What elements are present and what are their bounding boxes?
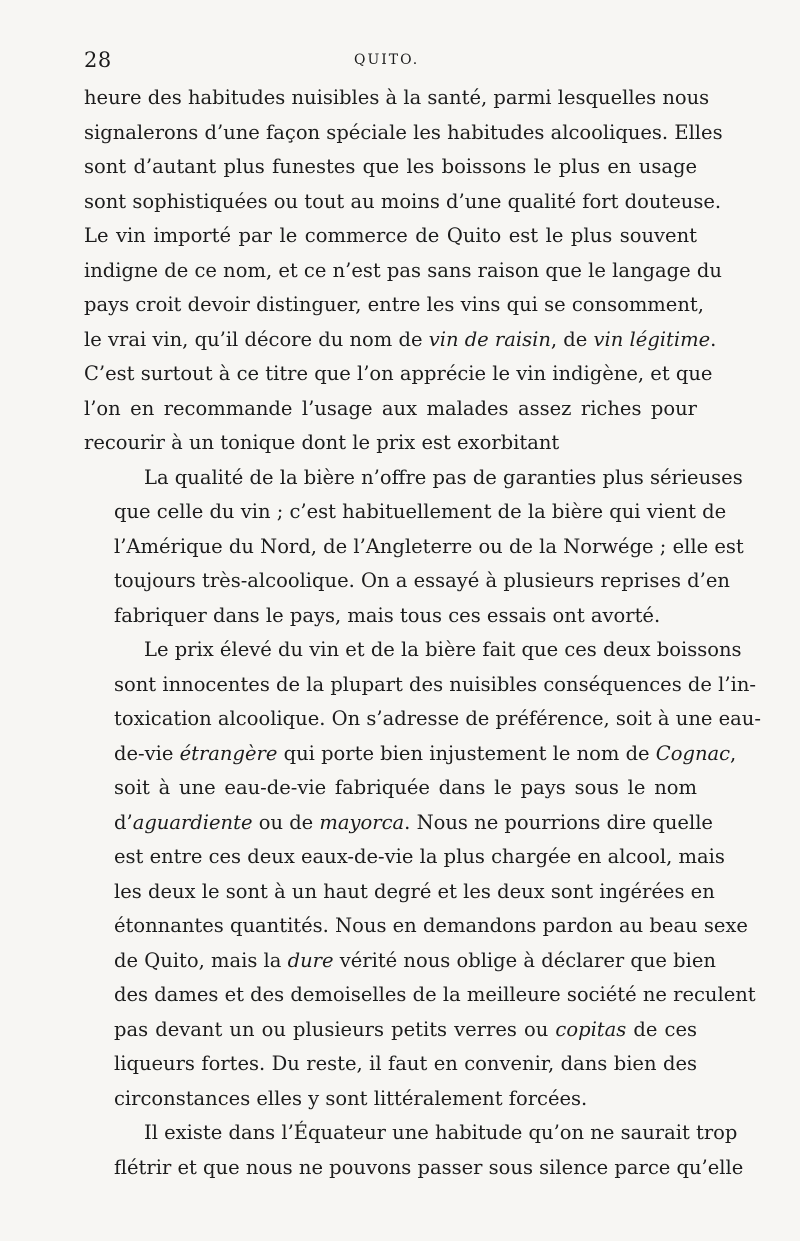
text-segment: Le vin importé par le commerce de Quito est le plus souvent xyxy=(84,224,697,247)
italic-text: Cognac xyxy=(655,741,731,765)
text-segment: sont d’autant plus funestes que les boissons le plus en usage xyxy=(84,155,697,178)
body-text xyxy=(84,81,761,1185)
text-line xyxy=(84,944,716,979)
text-line xyxy=(84,771,697,806)
text-segment: toujours très-alcoolique. On a essayé à plusieurs reprises d’en xyxy=(114,569,730,592)
paragraph xyxy=(84,1116,744,1185)
text-segment: fabriquer dans le pays, mais tous ces essais ont avorté. xyxy=(114,603,661,627)
text-segment: étonnantes quantités. Nous en demandons pardon au beau sexe xyxy=(114,914,748,937)
text-line xyxy=(84,1013,697,1048)
text-segment: pays croit devoir distinguer, entre les vins qui se consomment, xyxy=(84,293,704,316)
text-segment: l’on en recommande l’usage aux malades assez riches pour xyxy=(84,396,697,420)
text-line xyxy=(84,875,715,910)
text-segment: les deux le sont à un haut degré et les deux sont ingérées en xyxy=(114,879,715,903)
text-segment: soit à une eau-de-vie fabriquée dans le pays sous le nom xyxy=(114,776,697,799)
italic-text: aguardiente xyxy=(132,810,253,834)
text-line xyxy=(84,461,743,496)
text-line xyxy=(84,116,723,151)
text-segment: circonstances elles y sont littéralement forcées. xyxy=(114,1086,588,1110)
text-segment: de-vie xyxy=(114,741,180,765)
text-line xyxy=(84,219,697,254)
text-line xyxy=(84,806,713,841)
text-segment: des dames et des demoiselles de la meilleure société ne reculent xyxy=(114,983,756,1006)
text-line xyxy=(84,702,761,737)
text-segment: Il existe dans l’Équateur une habitude qu’on ne saurait trop xyxy=(144,1121,738,1144)
text-segment: , de xyxy=(550,327,594,351)
text-segment: sont innocentes de la plupart des nuisibles conséquences de l’in- xyxy=(114,672,756,696)
text-segment: ou de xyxy=(252,810,320,834)
page-number: 28 xyxy=(84,48,112,72)
text-line xyxy=(84,1151,744,1186)
text-segment: liqueurs fortes. Du reste, il faut en convenir, dans bien des xyxy=(114,1052,697,1075)
text-line xyxy=(84,1082,697,1117)
text-segment: heure des habitudes nuisibles à la santé, parmi lesquelles nous xyxy=(84,86,710,109)
text-segment: qui porte bien injustement le nom de xyxy=(277,741,656,765)
text-line xyxy=(84,737,737,772)
text-line xyxy=(84,909,748,944)
text-segment: toxication alcoolique. On s’adresse de préférence, soit à une eau- xyxy=(114,707,761,730)
text-segment: de Quito, mais la xyxy=(114,948,288,972)
paragraph xyxy=(84,633,761,1116)
text-segment: indigne de ce nom, et ce n’est pas sans raison que le langage du xyxy=(84,258,722,282)
text-line xyxy=(84,323,717,358)
text-line xyxy=(84,495,727,530)
text-segment: vérité nous oblige à déclarer que bien xyxy=(333,948,716,972)
text-line xyxy=(84,185,722,220)
text-line xyxy=(84,392,697,427)
text-line xyxy=(84,840,725,875)
text-segment: sont sophistiquées ou tout au moins d’une qualité fort douteuse. xyxy=(84,189,722,213)
italic-text: étrangère xyxy=(179,741,278,765)
text-segment: signalerons d’une façon spéciale les habitudes alcooliques. Elles xyxy=(84,120,723,144)
text-line xyxy=(84,254,722,289)
text-segment: C’est surtout à ce titre que l’on apprécie le vin indigène, et que xyxy=(84,362,713,385)
text-line xyxy=(84,530,744,565)
text-segment: l’Amérique du Nord, de l’Angleterre ou de la Norwége ; elle est xyxy=(114,534,744,558)
text-line xyxy=(84,81,710,116)
text-segment: est entre ces deux eaux-de-vie la plus chargée en alcool, mais xyxy=(114,845,725,868)
text-segment: recourir à un tonique dont le prix est exorbitant xyxy=(84,431,560,454)
text-line xyxy=(84,668,756,703)
text-line xyxy=(84,357,713,392)
text-line xyxy=(84,288,704,323)
text-segment: que celle du vin ; c’est habituellement de la bière qui vient de xyxy=(114,500,727,523)
text-line xyxy=(84,426,697,461)
text-segment: . Nous ne pourrions dire quelle xyxy=(404,810,713,834)
text-line xyxy=(84,1116,738,1151)
italic-text: copitas xyxy=(555,1017,627,1041)
text-line xyxy=(84,1047,697,1082)
text-line xyxy=(84,633,742,668)
paragraph xyxy=(84,461,744,634)
text-segment: pas devant un ou plusieurs petits verres ou xyxy=(114,1017,556,1041)
text-segment: d’ xyxy=(114,810,133,834)
text-line xyxy=(84,564,730,599)
text-segment: le vrai vin, qu’il décore du nom de xyxy=(84,327,429,351)
running-head: QUITO. xyxy=(354,52,420,68)
italic-text: vin de raisin xyxy=(428,327,551,351)
text-segment: , xyxy=(730,741,737,765)
text-segment: La qualité de la bière n’offre pas de garanties plus sérieuses xyxy=(144,465,743,489)
text-segment: Le prix élevé du vin et de la bière fait que ces deux boissons xyxy=(144,638,742,661)
text-line xyxy=(84,599,697,634)
text-segment: . xyxy=(710,327,717,351)
text-line xyxy=(84,978,756,1013)
italic-text: dure xyxy=(287,948,334,972)
text-line xyxy=(84,150,697,185)
paragraph xyxy=(84,81,723,461)
italic-text: mayorca xyxy=(319,810,405,834)
text-segment: de ces xyxy=(626,1017,697,1041)
page-header xyxy=(84,48,697,78)
italic-text: vin légitime xyxy=(593,327,711,351)
text-segment: flétrir et que nous ne pouvons passer sous silence parce qu’elle xyxy=(114,1155,744,1179)
